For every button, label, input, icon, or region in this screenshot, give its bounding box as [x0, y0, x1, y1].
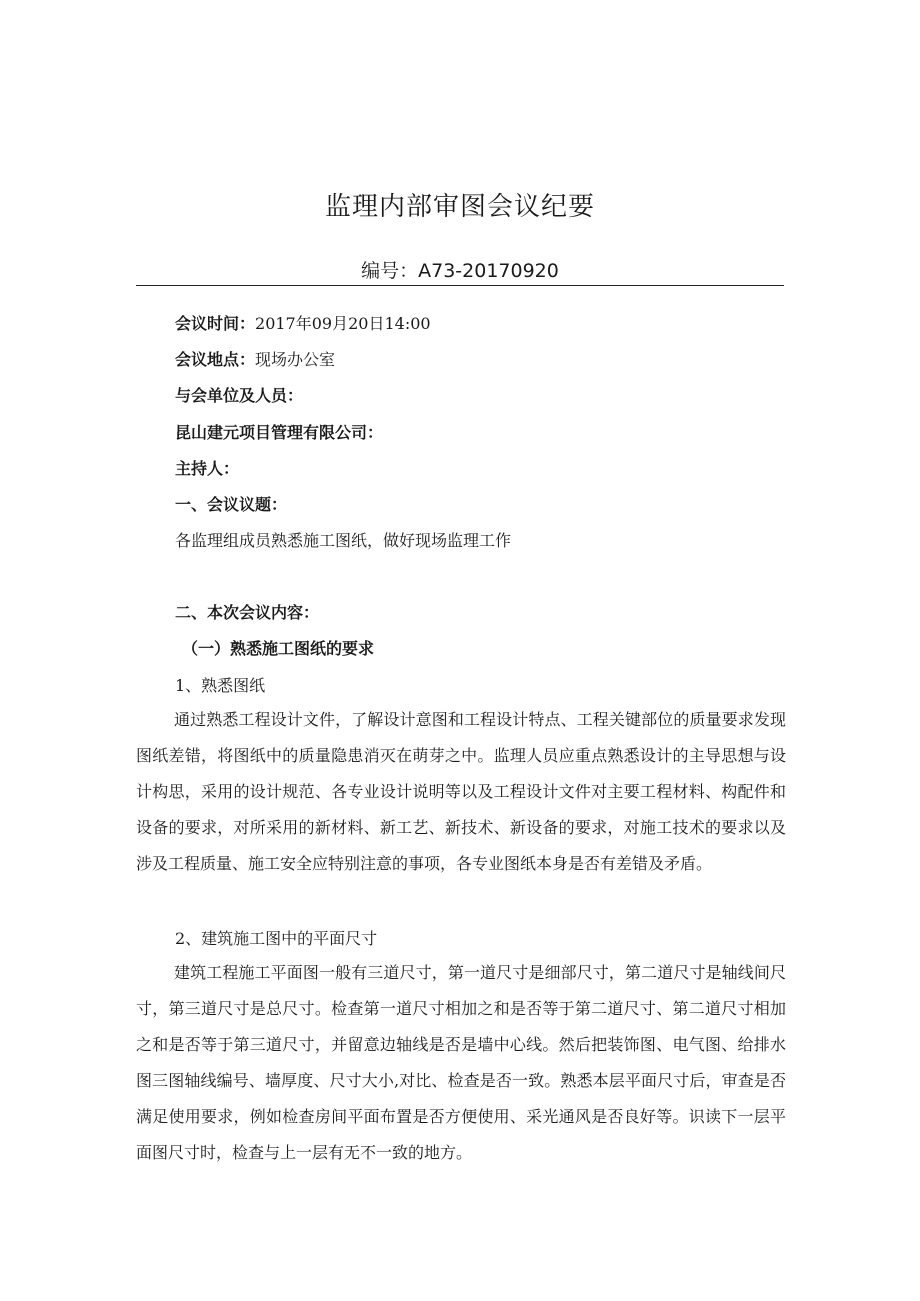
document-number: 编号：A73-20170920	[361, 260, 559, 282]
meeting-place-value: 现场办公室	[255, 350, 336, 369]
section1-heading: 一、会议议题：	[175, 495, 288, 514]
section1-text: 各监理组成员熟悉施工图纸，做好现场监理工作	[175, 531, 512, 550]
meeting-place-label: 会议地点：	[175, 350, 256, 369]
meeting-time-row	[175, 311, 431, 334]
host-label: 主持人：	[175, 459, 240, 478]
document-title: 监理内部审图会议纪要	[324, 192, 595, 222]
header-divider	[136, 285, 784, 286]
meeting-place-row	[175, 347, 335, 370]
item2-paragraph: 建筑工程施工平面图一般有三道尺寸，第一道尺寸是细部尺寸，第二道尺寸是轴线间尺寸，第三道尺寸是总尺寸。检查第一道尺寸相加之和是否等于第二道尺寸、第二道尺寸相加之和是否等于第三道尺寸，并留意边轴线是否是墙中心线。然后把装饰图、电气图、给排水图三图轴线编号、墙厚度、尺寸大小,对比、检查是否一致。熟悉本层平面尺寸后，审查是否满足使用要求，例如检查房间平面布置是否方便使用、采光通风是否良好等。识读下一层平面图尺寸时，检查与上一层有无不一致的地方。	[136, 963, 786, 1162]
attending-company: 昆山建元项目管理有限公司：	[175, 423, 384, 442]
item1-title: 1、熟悉图纸	[175, 676, 266, 695]
section2-subheading: （一）熟悉施工图纸的要求	[182, 639, 375, 658]
meeting-time-value: 2017年09月20日14:00	[255, 314, 431, 333]
item1-paragraph: 通过熟悉工程设计文件，了解设计意图和工程设计特点、工程关键部位的质量要求发现图纸差错，将图纸中的质量隐患消灭在萌芽之中。监理人员应重点熟悉设计的主导思想与设计构思，采用的设计规范、各专业设计说明等以及工程设计文件对主要工程材料、构配件和设备的要求，对所采用的新材料、新工艺、新技术、新设备的要求，对施工技术的要求以及涉及工程质量、施工安全应特别注意的事项，各专业图纸本身是否有差错及矛盾。	[136, 710, 786, 873]
attendees-label: 与会单位及人员：	[175, 386, 304, 405]
item2-title: 2、建筑施工图中的平面尺寸	[175, 929, 378, 948]
meeting-time-label: 会议时间：	[175, 314, 256, 333]
section2-heading: 二、本次会议内容：	[175, 603, 320, 622]
